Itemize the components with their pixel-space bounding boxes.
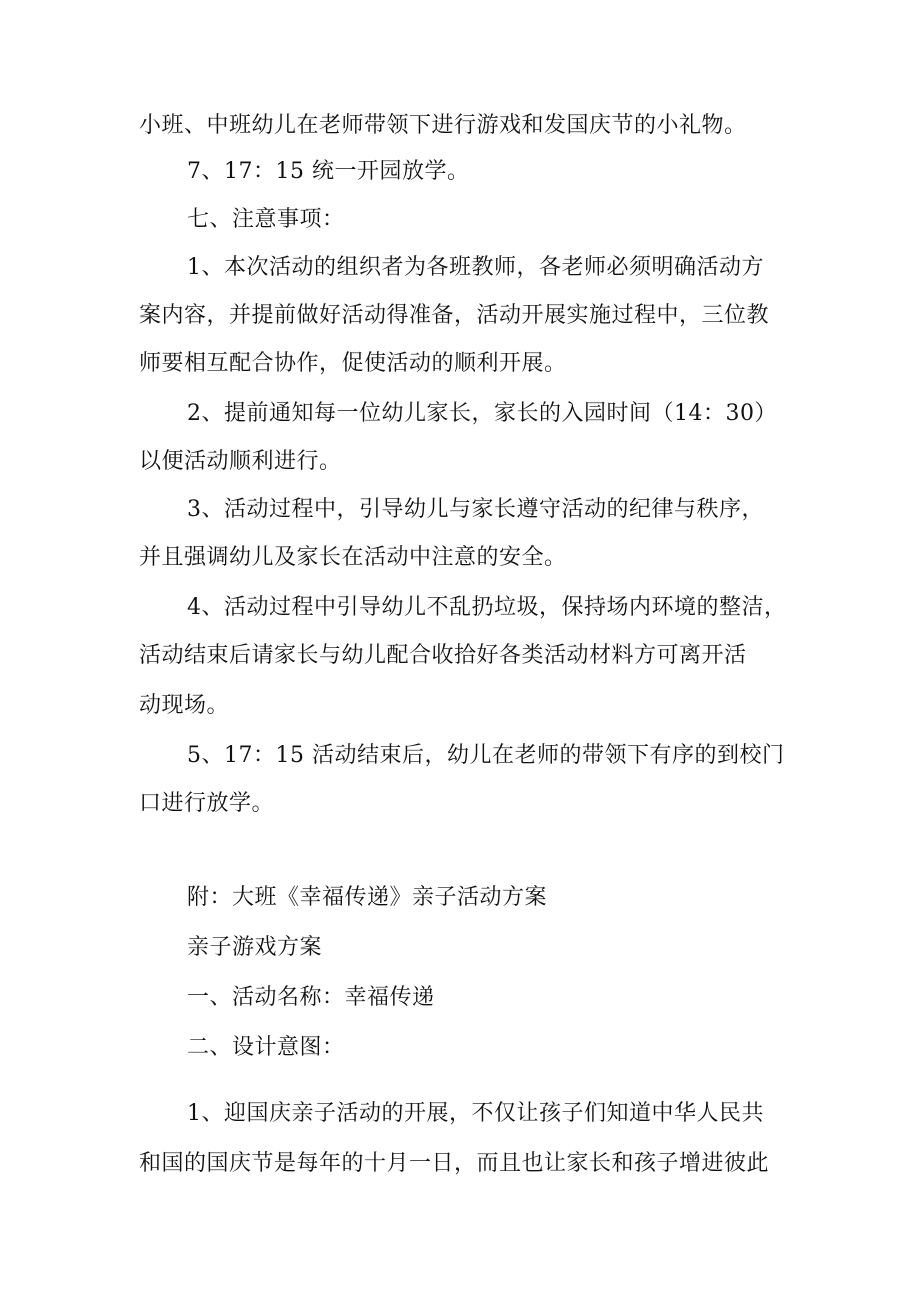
text-line: 并且强调幼儿及家长在活动中注意的安全。: [139, 545, 567, 570]
text-line: 口进行放学。: [139, 791, 275, 816]
text-line: 7、17：15 统一开园放学。: [187, 159, 470, 184]
text-line: 5、17：15 活动结束后，幼儿在老师的带领下有序的到校门: [187, 743, 785, 768]
text-line: 动现场。: [139, 693, 230, 718]
section-heading: 亲子游戏方案: [187, 935, 323, 960]
text-line: 4、活动过程中引导幼儿不乱扔垃圾，保持场内环境的整洁，: [187, 595, 787, 620]
text-line: 以便活动顺利进行。: [139, 449, 342, 474]
text-line: 1、迎国庆亲子活动的开展，不仅让孩子们知道中华人民共: [187, 1101, 764, 1126]
section-heading: 一、活动名称：幸福传递: [187, 985, 435, 1010]
section-heading: 七、注意事项：: [187, 207, 345, 232]
text-line: 小班、中班幼儿在老师带领下进行游戏和发国庆节的小礼物。: [139, 113, 747, 138]
text-line: 和国的国庆节是每年的十月一日，而且也让家长和孩子增进彼此: [139, 1151, 770, 1176]
text-line: 师要相互配合协作，促使活动的顺利开展。: [139, 351, 567, 376]
text-line: 2、提前通知每一位幼儿家长，家长的入园时间（14：30）: [187, 401, 777, 426]
text-line: 案内容，并提前做好活动得准备，活动开展实施过程中，三位教: [139, 303, 770, 328]
text-line: 3、活动过程中，引导幼儿与家长遵守活动的纪律与秩序，: [187, 497, 764, 522]
text-line: 活动结束后请家长与幼儿配合收拾好各类活动材料方可离开活: [139, 643, 747, 668]
text-line: 1、本次活动的组织者为各班教师，各老师必须明确活动方: [187, 255, 764, 280]
section-heading: 二、设计意图：: [187, 1035, 345, 1060]
appendix-title: 附：大班《幸福传递》亲子活动方案: [187, 885, 548, 910]
